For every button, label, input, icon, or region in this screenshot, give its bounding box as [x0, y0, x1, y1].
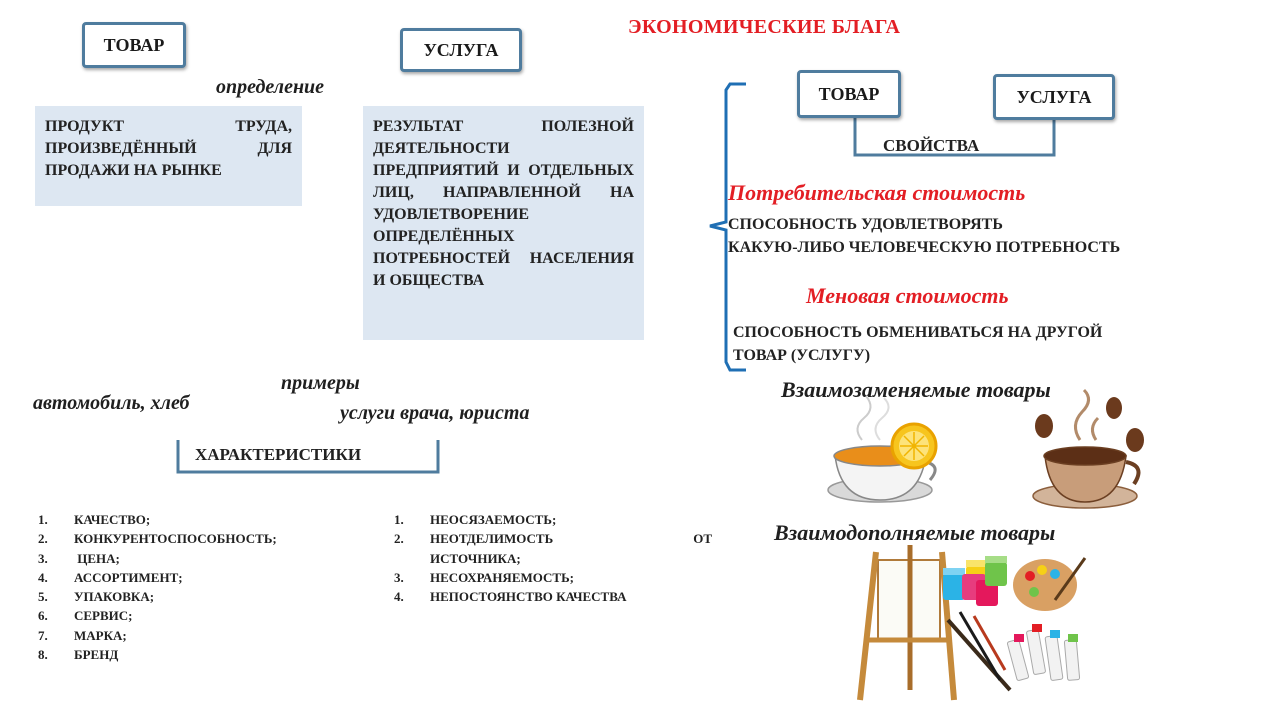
complements-label: Взаимодополняемые товары — [774, 520, 1056, 545]
paint-tubes-icon — [1007, 624, 1080, 681]
list-item: 6. СЕРВИС; — [38, 608, 133, 624]
usluga-box: УСЛУГА — [400, 28, 522, 72]
characteristics-label: ХАРАКТЕРИСТИКИ — [195, 445, 362, 464]
list-item: 4. АССОРТИМЕНТ; — [38, 569, 183, 585]
definition-label: определение — [216, 76, 325, 98]
list-item: 1. КАЧЕСТВО; — [38, 512, 151, 527]
exchange-value-line1: СПОСОБНОСТЬ ОБМЕНИВАТЬСЯ НА ДРУГОЙ — [733, 324, 1103, 341]
page-title: ЭКОНОМИЧЕСКИЕ БЛАГА — [628, 16, 901, 38]
list-item: ИСТОЧНИКА; — [430, 550, 521, 566]
properties-label: СВОЙСТВА — [883, 136, 980, 155]
list-item: 7. МАРКА; — [38, 627, 127, 643]
list-item: 3. ЦЕНА; — [38, 550, 120, 566]
list-item: 2. НЕОТДЕЛИМОСТЬ ОТ — [394, 531, 712, 547]
list-item: 2. КОНКУРЕНТОСПОСОБНОСТЬ; — [38, 531, 277, 547]
list-item: 3. НЕСОХРАНЯЕМОСТЬ; — [394, 569, 575, 585]
list-item: 8. БРЕНД — [38, 647, 119, 663]
list-item: 1. НЕОСЯЗАЕМОСТЬ; — [394, 512, 557, 527]
right-tovar-box: ТОВАР — [797, 70, 901, 118]
tovar-box: ТОВАР — [82, 22, 186, 68]
tovar-definition-text: ПРОДУКТ ТРУДА, ПРОИЗВЕДЁННЫЙ ДЛЯ ПРОДАЖИ НА РЫНКЕ — [45, 118, 292, 179]
list-item: 4. НЕПОСТОЯНСТВО КАЧЕСТВА — [394, 589, 627, 605]
examples-tovar: автомобиль, хлеб — [33, 392, 190, 414]
examples-usluga: услуги врача, юриста — [340, 402, 530, 424]
easel-icon — [860, 545, 954, 700]
usluga-definition-text: РЕЗУЛЬТАТ ПОЛЕЗНОЙ ДЕЯТЕЛЬНОСТИ ПРЕДПРИЯТИЙ И ОТДЕЛЬНЫХ ЛИЦ, НАПРАВЛЕННОЙ НА УДОВЛЕТВОРЕНИЕ ОПРЕДЕЛЁННЫХ ПОТРЕБНОСТЕЙ НАСЕЛЕНИЯ И ОБЩЕСТВА — [373, 118, 634, 289]
palette-icon — [1013, 558, 1085, 611]
brushes-icon — [948, 612, 1010, 690]
paint-jars-icon — [943, 556, 1007, 606]
exchange-value-title: Меновая стоимость — [806, 283, 1009, 308]
examples-label: примеры — [281, 372, 360, 394]
right-usluga-box: УСЛУГА — [993, 74, 1115, 120]
use-value-line2: КАКУЮ-ЛИБО ЧЕЛОВЕЧЕСКУЮ ПОТРЕБНОСТЬ — [728, 239, 1121, 256]
substitutes-label: Взаимозаменяемые товары — [781, 377, 1051, 402]
use-value-title: Потребительская стоимость — [728, 180, 1026, 205]
exchange-value-line2: ТОВАР (УСЛУГУ) — [733, 347, 871, 364]
list-item: 5. УПАКОВКА; — [38, 589, 155, 605]
use-value-line1: СПОСОБНОСТЬ УДОВЛЕТВОРЯТЬ — [728, 216, 1003, 233]
